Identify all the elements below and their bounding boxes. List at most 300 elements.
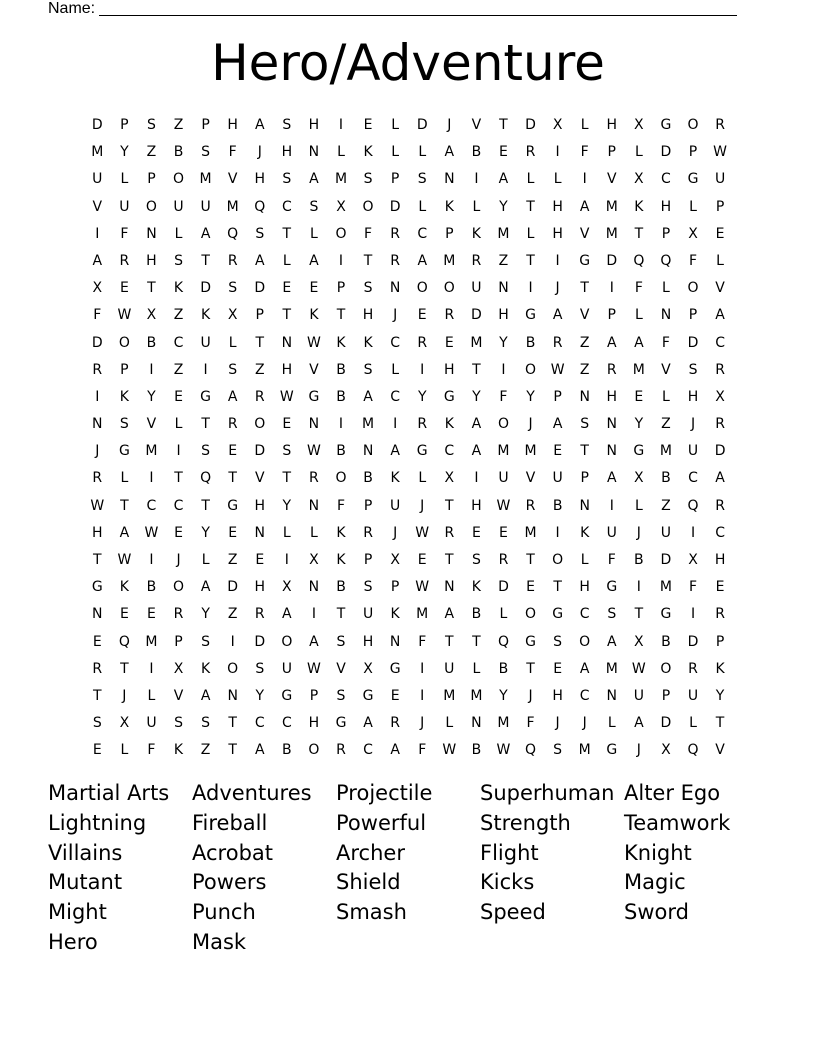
grid-letter: H (552, 198, 564, 215)
grid-letter: B (363, 470, 374, 487)
grid-letter: W (306, 660, 322, 677)
grid-letter: Y (526, 388, 536, 405)
grid-letter: U (362, 606, 374, 623)
grid-letter: V (579, 307, 590, 324)
grid-letter: R (390, 225, 401, 242)
grid-letter: L (634, 307, 644, 324)
grid-letter: M (524, 443, 538, 460)
grid-letter: D (525, 117, 537, 133)
grid-letter: V (471, 117, 482, 133)
grid-letter: I (149, 361, 155, 378)
grid-letter: H (606, 388, 618, 405)
grid-letter: C (173, 334, 184, 351)
grid-letter: C (579, 687, 591, 704)
grid-row (84, 330, 734, 357)
grid-letter: V (661, 361, 672, 378)
grid-letter: W (415, 524, 430, 541)
grid-letter: J (420, 715, 425, 732)
grid-letter: I (555, 252, 561, 269)
grid-letter: A (309, 252, 320, 269)
grid-letter: B (471, 742, 482, 759)
grid-letter: H (362, 307, 374, 324)
letter-grid (84, 112, 734, 765)
grid-letter: T (445, 497, 455, 514)
grid-letter: B (336, 443, 347, 460)
grid-letter: T (93, 552, 103, 568)
grid-letter: N (92, 606, 104, 623)
grid-letter: A (715, 307, 726, 324)
grid-letter: R (417, 416, 428, 433)
grid-letter: U (92, 171, 103, 188)
grid-letter: G (227, 497, 239, 514)
grid-letter: Q (687, 497, 700, 514)
grid-letter: N (92, 416, 104, 433)
grid-letter: D (660, 144, 672, 161)
grid-letter: A (417, 252, 428, 269)
grid-letter: R (254, 388, 266, 405)
grid-letter: R (390, 715, 401, 732)
grid-letter: P (445, 225, 455, 242)
grid-letter: W (631, 660, 647, 677)
grid-letter: F (418, 633, 427, 650)
grid-letter: H (714, 552, 726, 568)
word-list-item: Powerful (336, 810, 427, 835)
grid-letter: T (580, 443, 590, 460)
grid-letter: G (687, 171, 699, 188)
grid-letter: R (498, 552, 509, 568)
grid-letter: F (526, 715, 536, 732)
grid-letter: T (526, 198, 536, 215)
grid-letter: E (92, 633, 103, 650)
grid-letter: W (117, 552, 132, 568)
grid-letter: L (391, 117, 400, 133)
word-list-item: Adventures (192, 781, 312, 805)
grid-letter: D (91, 117, 104, 133)
grid-letter: L (607, 715, 617, 732)
grid-letter: S (688, 361, 698, 378)
grid-letter: P (390, 171, 400, 188)
grid-letter: E (417, 307, 428, 324)
grid-letter: G (660, 606, 672, 623)
grid-letter: E (228, 443, 238, 460)
grid-letter: Y (499, 198, 509, 215)
grid-letter: J (528, 416, 534, 433)
grid-letter: T (363, 252, 373, 269)
grid-letter: L (418, 470, 427, 487)
grid-letter: J (636, 524, 642, 541)
grid-letter: S (471, 552, 482, 568)
grid-letter: Y (201, 524, 211, 541)
grid-letter: R (336, 742, 347, 759)
grid-letter: E (363, 117, 373, 133)
grid-letter: I (528, 280, 534, 297)
grid-letter: A (715, 470, 726, 487)
grid-letter: P (363, 552, 373, 568)
grid-letter: F (228, 144, 238, 161)
grid-letter: O (525, 606, 537, 623)
grid-letter: I (636, 579, 642, 596)
grid-letter: S (553, 742, 563, 759)
grid-letter: P (147, 171, 157, 188)
grid-letter: N (471, 715, 483, 732)
grid-letter: T (336, 307, 346, 324)
grid-letter: Y (634, 416, 644, 433)
grid-letter: L (689, 715, 698, 732)
grid-letter: E (471, 524, 482, 541)
grid-letter: A (606, 633, 618, 650)
grid-letter: Q (254, 198, 266, 215)
grid-letter: M (470, 334, 483, 351)
grid-letter: I (420, 361, 425, 378)
grid-letter: B (661, 470, 672, 487)
grid-row (84, 411, 734, 438)
grid-letter: X (173, 660, 184, 677)
grid-letter: C (715, 524, 726, 541)
grid-letter: U (200, 198, 212, 215)
grid-letter: P (580, 470, 590, 487)
grid-letter: B (498, 660, 509, 677)
grid-letter: E (228, 524, 238, 541)
grid-letter: Q (525, 742, 537, 759)
grid-letter: G (606, 742, 618, 759)
grid-letter: D (714, 443, 726, 460)
grid-letter: C (417, 225, 428, 242)
grid-letter: R (606, 361, 618, 378)
grid-letter: D (660, 552, 672, 568)
grid-letter: U (390, 497, 401, 514)
grid-letter: T (174, 470, 184, 487)
grid-letter: B (552, 497, 563, 514)
grid-letter: R (92, 660, 103, 677)
grid-letter: Y (201, 606, 211, 623)
grid-letter: G (633, 443, 645, 460)
grid-letter: P (309, 687, 319, 704)
grid-letter: J (122, 687, 127, 704)
grid-letter: E (282, 280, 292, 297)
grid-letter: S (255, 225, 265, 242)
grid-letter: H (552, 225, 564, 242)
grid-letter: B (146, 579, 157, 596)
grid-letter: I (420, 687, 425, 704)
grid-letter: F (418, 742, 427, 759)
grid-letter: T (580, 280, 590, 297)
grid-letter: U (633, 687, 645, 704)
grid-letter: A (471, 416, 482, 433)
grid-row (84, 139, 734, 166)
grid-letter: O (118, 334, 131, 351)
grid-letter: R (227, 416, 239, 433)
grid-letter: L (526, 225, 535, 242)
grid-letter: X (634, 171, 645, 188)
grid-letter: Z (661, 416, 672, 433)
grid-letter: X (688, 552, 699, 568)
grid-letter: A (309, 633, 320, 650)
grid-letter: A (444, 144, 455, 161)
grid-letter: W (713, 144, 728, 161)
word-list-item: Projectile (336, 781, 433, 805)
grid-letter: M (659, 443, 673, 460)
word-list-item: Smash (336, 900, 407, 925)
grid-row (84, 302, 734, 329)
grid-letter: L (174, 416, 183, 433)
grid-letter: N (579, 388, 591, 405)
grid-letter: K (336, 552, 347, 568)
grid-letter: A (444, 606, 455, 623)
grid-letter: O (687, 117, 700, 133)
grid-letter: Z (254, 361, 266, 378)
grid-letter: G (200, 388, 212, 405)
grid-letter: U (173, 198, 185, 215)
grid-letter: U (119, 198, 130, 215)
grid-letter: D (227, 579, 239, 596)
grid-letter: E (553, 660, 563, 677)
grid-letter: L (310, 225, 319, 242)
grid-letter: R (552, 334, 563, 351)
grid-letter: K (336, 334, 347, 351)
grid-letter: L (472, 660, 481, 677)
grid-letter: B (661, 633, 672, 650)
grid-letter: P (201, 117, 211, 133)
grid-letter: A (498, 171, 509, 188)
grid-letter: A (200, 687, 211, 704)
grid-letter: P (120, 117, 130, 133)
grid-letter: A (363, 715, 374, 732)
grid-row (84, 275, 734, 302)
grid-letter: N (444, 171, 456, 188)
grid-letter: I (203, 361, 209, 378)
grid-letter: K (173, 280, 184, 297)
grid-letter: O (362, 198, 375, 215)
grid-row (84, 465, 734, 492)
grid-letter: I (501, 361, 507, 378)
grid-letter: P (255, 307, 265, 324)
grid-letter: O (579, 633, 591, 650)
word-list-item: Martial Arts (48, 781, 170, 805)
grid-letter: V (525, 470, 536, 487)
grid-letter: U (498, 470, 510, 487)
grid-letter: I (284, 552, 290, 568)
grid-letter: G (525, 633, 537, 650)
grid-letter: D (254, 633, 266, 650)
grid-letter: T (201, 252, 211, 269)
grid-letter: H (281, 361, 293, 378)
grid-letter: L (120, 171, 129, 188)
grid-letter: A (471, 443, 482, 460)
grid-letter: U (444, 660, 455, 677)
grid-letter: R (444, 524, 455, 541)
grid-letter: Z (173, 361, 184, 378)
grid-letter: W (496, 742, 511, 759)
word-list-item: Powers (192, 870, 267, 895)
grid-letter: J (176, 552, 182, 568)
grid-letter: H (552, 687, 564, 704)
grid-letter: C (173, 497, 184, 514)
word-list-item: Knight (624, 840, 692, 865)
grid-letter: T (715, 715, 725, 732)
grid-letter: S (201, 633, 211, 650)
grid-letter: B (173, 144, 184, 161)
grid-letter: M (497, 443, 510, 460)
word-list-item: Shield (336, 870, 401, 895)
grid-letter: Y (499, 334, 509, 351)
word-list-item: Teamwork (624, 810, 731, 835)
grid-letter: Z (579, 361, 590, 378)
grid-letter: E (499, 524, 509, 541)
grid-letter: D (389, 198, 402, 215)
grid-row (84, 112, 734, 139)
grid-letter: X (227, 307, 238, 324)
word-list-item: Lightning (48, 810, 147, 835)
grid-letter: D (687, 633, 699, 650)
grid-letter: E (499, 144, 509, 161)
grid-letter: M (578, 742, 592, 759)
grid-letter: Z (173, 307, 184, 324)
grid-letter: I (95, 225, 100, 242)
grid-letter: D (687, 334, 699, 351)
grid-letter: M (145, 633, 158, 650)
word-list-item: Speed (480, 900, 546, 925)
grid-letter: L (580, 552, 590, 568)
grid-letter: V (173, 687, 184, 704)
grid-letter: O (308, 742, 320, 759)
grid-letter: N (254, 524, 266, 541)
grid-letter: H (308, 715, 320, 732)
grid-letter: R (254, 606, 266, 623)
grid-letter: L (147, 687, 156, 704)
grid-letter: A (254, 742, 266, 759)
grid-letter: L (580, 117, 590, 133)
grid-letter: R (92, 361, 103, 378)
grid-letter: K (173, 742, 184, 759)
grid-letter: T (228, 742, 238, 759)
grid-letter: X (661, 742, 672, 759)
grid-letter: I (690, 606, 696, 623)
grid-letter: I (555, 524, 561, 541)
grid-letter: Q (633, 252, 645, 269)
grid-letter: S (119, 416, 130, 433)
grid-letter: U (606, 524, 618, 541)
grid-letter: I (311, 606, 317, 623)
grid-letter: I (690, 524, 696, 541)
grid-letter: L (337, 144, 346, 161)
grid-letter: Z (227, 606, 238, 623)
grid-letter: A (552, 307, 563, 324)
grid-letter: M (524, 524, 538, 541)
grid-letter: L (716, 252, 725, 269)
grid-letter: K (119, 579, 130, 596)
grid-letter: S (282, 171, 292, 188)
grid-letter: T (634, 225, 644, 242)
grid-letter: E (309, 280, 319, 297)
grid-letter: H (660, 198, 672, 215)
grid-letter: S (363, 171, 374, 188)
grid-letter: G (118, 443, 131, 460)
grid-letter: T (336, 606, 346, 623)
word-list-item: Acrobat (192, 840, 273, 865)
grid-letter: Z (661, 497, 672, 514)
grid-letter: W (442, 742, 457, 759)
grid-letter: M (605, 660, 619, 677)
grid-letter: B (282, 742, 293, 759)
grid-letter: K (336, 524, 347, 541)
grid-letter: J (257, 144, 263, 161)
grid-letter: D (606, 252, 618, 269)
grid-letter: S (363, 579, 374, 596)
grid-letter: B (336, 388, 347, 405)
grid-letter: T (282, 225, 292, 242)
name-field (48, 0, 748, 20)
grid-letter: U (687, 443, 699, 460)
grid-letter: Y (715, 687, 725, 704)
grid-letter: E (417, 552, 428, 568)
grid-letter: U (660, 524, 672, 541)
word-list (48, 778, 788, 957)
grid-letter: K (201, 660, 211, 677)
grid-letter: N (660, 307, 672, 324)
grid-letter: I (230, 633, 236, 650)
grid-letter: H (687, 388, 699, 405)
grid-letter: J (690, 416, 696, 433)
grid-letter: F (634, 280, 644, 297)
grid-letter: F (661, 334, 671, 351)
grid-letter: K (444, 416, 455, 433)
grid-letter: G (525, 307, 537, 324)
name-underline (99, 0, 737, 16)
grid-letter: G (416, 443, 429, 460)
grid-letter: R (173, 606, 184, 623)
grid-letter: F (580, 144, 590, 161)
grid-letter: I (582, 171, 588, 188)
grid-row (84, 710, 734, 737)
grid-letter: O (687, 280, 700, 297)
grid-letter: I (555, 144, 561, 161)
grid-letter: G (91, 579, 104, 596)
grid-letter: E (119, 280, 130, 297)
grid-letter: M (145, 443, 158, 460)
grid-letter: E (715, 579, 726, 596)
grid-letter: W (279, 388, 295, 405)
grid-letter: S (607, 606, 617, 623)
grid-letter: L (553, 171, 563, 188)
grid-letter: S (580, 416, 590, 433)
grid-letter: H (92, 524, 104, 541)
grid-letter: G (552, 606, 564, 623)
grid-letter: R (119, 252, 130, 269)
grid-letter: Y (282, 497, 292, 514)
grid-letter: R (417, 334, 428, 351)
grid-letter: M (416, 606, 429, 623)
grid-letter: O (145, 198, 158, 215)
grid-row (84, 194, 734, 221)
grid-letter: W (306, 443, 322, 460)
grid-letter: K (119, 388, 130, 405)
grid-letter: G (335, 715, 347, 732)
grid-letter: V (254, 470, 266, 487)
grid-letter: R (525, 497, 536, 514)
grid-letter: V (579, 225, 590, 242)
grid-letter: W (496, 497, 511, 514)
grid-letter: M (362, 416, 375, 433)
grid-letter: H (227, 117, 239, 133)
word-list-item: Alter Ego (624, 781, 721, 805)
grid-letter: V (309, 361, 320, 378)
grid-letter: I (149, 470, 155, 487)
grid-letter: X (634, 633, 645, 650)
grid-letter: S (92, 715, 103, 732)
grid-letter: N (579, 497, 591, 514)
grid-letter: L (634, 144, 644, 161)
grid-letter: A (606, 470, 618, 487)
